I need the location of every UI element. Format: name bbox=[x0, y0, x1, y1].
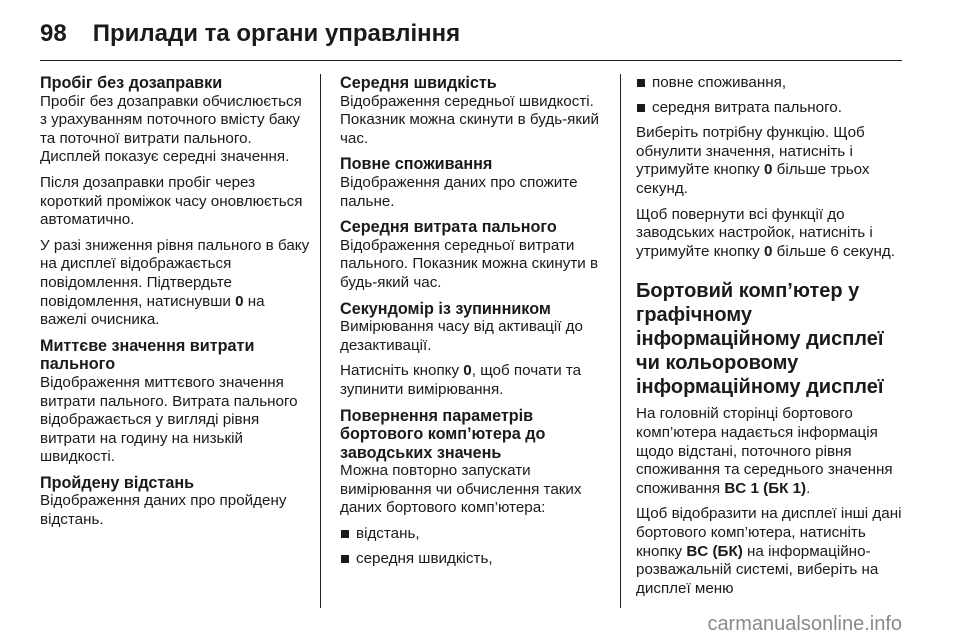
text: У разі зниження рівня пального в баку на дисплеї відображається повідомлення. Підтвердьте повідомлення, натиснувши bbox=[40, 236, 310, 310]
paragraph: Відображення даних про пройдену відстань. bbox=[40, 492, 287, 529]
text: Щоб відобразити на дисплеї інші дані бортового комп’ютера, натисніть кнопку bbox=[636, 505, 902, 560]
column-2 bbox=[340, 74, 612, 575]
section-instant-consumption bbox=[40, 337, 310, 467]
text: , щоб почати та зупинити вимірювання. bbox=[340, 362, 582, 398]
text: Виберіть потрібну функцію. Щоб обнулити значення, натисніть і утримуйте кнопку bbox=[636, 124, 865, 179]
key-label: 0 bbox=[235, 292, 244, 310]
page-number: 98 bbox=[40, 20, 67, 47]
paragraph bbox=[636, 124, 911, 198]
paragraph: Пробіг без дозаправки обчислюється з урахуванням поточного вмісту баку та поточної витрати пального. Дисплей показує середні значення. bbox=[40, 92, 302, 166]
column-divider-1 bbox=[320, 74, 321, 608]
key-label: BC (БК) bbox=[686, 542, 743, 560]
section-heading: Середня швидкість bbox=[340, 74, 497, 92]
section-heading-large: Бортовий комп’ютер у графічному інформаційному дисплеї чи кольоровому інформаційному дисплеї bbox=[636, 280, 884, 399]
section-range bbox=[40, 74, 310, 330]
paragraph: Після дозаправки пробіг через короткий проміжок часу оновлюється автоматично. bbox=[40, 173, 303, 229]
text: Щоб повернути всі функції до заводських настройок, натисніть і утримуйте кнопку bbox=[636, 205, 873, 260]
bullet-list bbox=[340, 525, 612, 568]
section-heading: Повне споживання bbox=[340, 155, 493, 174]
section-heading: Повернення параметрів бортового комп’ютера до заводських значень bbox=[340, 406, 546, 462]
text: на інформаційно-розважальній системі, виберіть на дисплеї меню bbox=[636, 542, 879, 597]
paragraph: Відображення середньої швидкості. Показник можна скинути в будь-який час. bbox=[340, 92, 600, 147]
section-heading: Секундомір із зупинником bbox=[340, 299, 551, 318]
paragraph: Вимірювання часу від активації до дезактивації. bbox=[340, 318, 583, 354]
text: Натисніть кнопку bbox=[340, 362, 464, 380]
section-distance bbox=[40, 474, 310, 530]
paragraph bbox=[340, 362, 612, 399]
section-average-speed bbox=[340, 74, 612, 148]
page-title: Прилади та органи управління bbox=[92, 20, 461, 47]
key-label: 0 bbox=[463, 362, 472, 380]
section-stopwatch bbox=[340, 300, 612, 400]
key-label: BC 1 (БК 1) bbox=[724, 479, 807, 497]
column-divider-2 bbox=[620, 74, 621, 608]
section-heading: Миттєве значення витрати пального bbox=[40, 336, 255, 374]
column-1 bbox=[40, 74, 310, 537]
section-average-consumption bbox=[340, 218, 612, 292]
key-label: 0 bbox=[763, 242, 773, 260]
section-heading: Пройдену відстань bbox=[40, 473, 195, 492]
text: більше трьох секунд. bbox=[636, 161, 870, 197]
paragraph: Відображення даних про спожите пальне. bbox=[340, 173, 578, 210]
key-label: 0 bbox=[763, 161, 773, 179]
paragraph bbox=[636, 405, 911, 498]
text: більше 6 секунд. bbox=[772, 242, 895, 260]
list-item: середня витрата пального. bbox=[636, 99, 911, 118]
paragraph: Відображення середньої витрати пального. Показник можна скинути в будь-який час. bbox=[340, 236, 599, 291]
paragraph bbox=[40, 237, 310, 330]
text: . bbox=[806, 479, 811, 497]
section-heading: Пробіг без дозаправки bbox=[40, 74, 223, 92]
page-header bbox=[40, 14, 460, 54]
paragraph: Відображення миттєвого значення витрати пального. Витрата пального відображається у вигляді рівня витрати на годину на низькій швидкості. bbox=[40, 373, 298, 466]
text: на важелі очисника. bbox=[40, 292, 265, 329]
section-heading: Середня витрата пального bbox=[340, 218, 557, 237]
list-item: відстань, bbox=[340, 525, 612, 544]
section-total-consumption bbox=[340, 155, 612, 211]
column-3 bbox=[636, 74, 911, 605]
header-rule bbox=[40, 60, 902, 61]
paragraph: Можна повторно запускати вимірювання чи обчислення таких даних бортового комп’ютера: bbox=[340, 462, 582, 517]
list-item: повне споживання, bbox=[636, 74, 911, 93]
paragraph bbox=[636, 505, 911, 598]
watermark: carmanualsonline.info bbox=[707, 613, 902, 635]
text: На головній сторінці бортового комп’ютера надається інформація щодо відстані, поточного рівня споживання та середнього значення споживання bbox=[636, 405, 893, 497]
list-item: середня швидкість, bbox=[340, 550, 612, 569]
section-reset bbox=[340, 407, 612, 569]
paragraph bbox=[636, 206, 911, 262]
bullet-list bbox=[636, 74, 911, 117]
